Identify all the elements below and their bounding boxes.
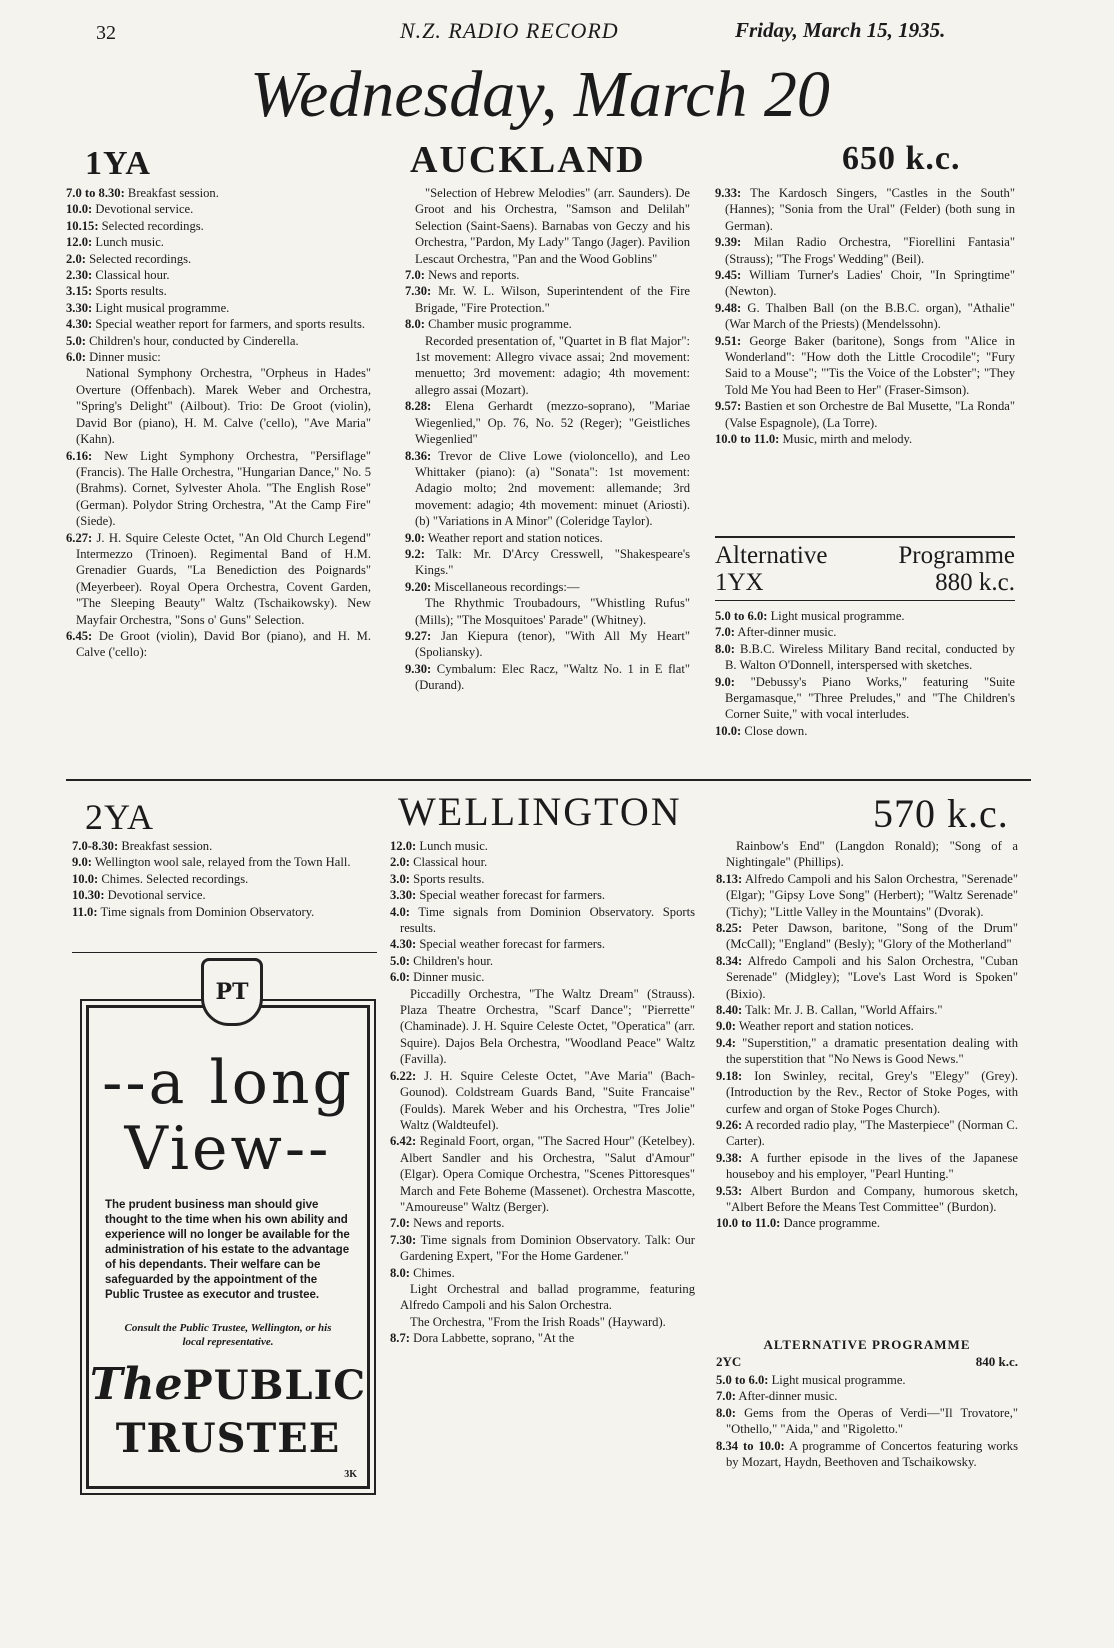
item-text: Close down. xyxy=(741,723,808,738)
station-1yx: 1YX xyxy=(715,569,764,596)
ad-brand-the: The xyxy=(89,1359,183,1410)
time-label: 8.28: xyxy=(405,399,432,414)
time-label: 7.30: xyxy=(405,284,432,299)
schedule-item xyxy=(390,1215,695,1231)
schedule-item xyxy=(405,316,690,332)
time-label: 6.45: xyxy=(66,628,93,643)
item-text: B.B.C. Wireless Military Band recital, conducted by B. Walton O'Donnell, interspersed with sketches. xyxy=(725,641,1015,673)
schedule-item xyxy=(66,448,371,530)
item-text: Music, mirth and melody. xyxy=(779,432,913,447)
schedule-item xyxy=(390,854,695,870)
alt-1yx-heading xyxy=(715,542,1015,596)
item-text: Reginald Foort, organ, "The Sacred Hour" (Ketelbey). Albert Sandler and his Orchestra, "Salut d'Amour" (Elgar). Opera Comique Orchestra, "Scenes Pittoresques" March and Fete Boheme (Massenet). Orchestra Mascotte, "Amoureuse" Waltz (Berger). xyxy=(400,1134,695,1214)
time-label: 9.26: xyxy=(716,1117,743,1132)
time-label: 5.0 to 6.0: xyxy=(716,1373,769,1387)
item-text: Milan Radio Orchestra, "Fiorellini Fantasia" (Strauss); "The Frogs' Wedding" (Beil). xyxy=(725,235,1015,266)
schedule-item xyxy=(405,185,690,267)
item-text: Alfredo Campoli and his Salon Orchestra, "Cuban Serenade" (Midgley); "Love's Last Word is Spoken" (Bixio). xyxy=(726,953,1018,1001)
time-label: 9.18: xyxy=(716,1068,743,1083)
schedule-item xyxy=(715,300,1015,333)
item-text: Rainbow's End" (Langdon Ronald); "Song of a Nightingale" (Phillips). xyxy=(726,839,1018,870)
schedule-item xyxy=(66,530,371,628)
schedule-item xyxy=(390,1133,695,1215)
schedule-item xyxy=(390,871,695,887)
item-text: Breakfast session. xyxy=(124,186,219,200)
alt-2yc-station-line xyxy=(716,1354,1018,1370)
time-label: 4.30: xyxy=(66,317,93,332)
time-label: 10.0: xyxy=(66,202,93,217)
monogram-shield-icon xyxy=(201,958,263,1026)
item-text: Sports results. xyxy=(92,284,167,299)
alt-2yc-heading: ALTERNATIVE PROGRAMME xyxy=(763,1337,971,1352)
schedule-item xyxy=(405,579,690,595)
time-label: 8.40: xyxy=(716,1003,743,1018)
item-text: Trevor de Clive Lowe (violoncello), and Leo Whittaker (piano): (a) "Sonata": 1st movement: Adagio molto; 2nd movement: allemande; 3rd movement: adagio; 4th movement: minuet (Ariosti). (b) "Variations in A Minor" (Coleridge Taylor). xyxy=(415,448,690,529)
schedule-item xyxy=(716,1002,1018,1018)
time-label: 8.36: xyxy=(405,448,432,463)
time-label: 6.0: xyxy=(390,970,410,985)
schedule-item xyxy=(390,1232,695,1265)
time-label: 11.0: xyxy=(72,904,98,919)
time-label: 6.0: xyxy=(66,350,86,365)
item-text: Mr. W. L. Wilson, Superintendent of the Fire Brigade, "Fire Protection." xyxy=(415,284,690,315)
time-label: 8.0: xyxy=(716,1405,736,1420)
schedule-item xyxy=(716,871,1018,920)
time-label: 10.0: xyxy=(715,723,742,738)
item-text: After-dinner music. xyxy=(735,1389,838,1404)
schedule-item xyxy=(66,349,371,365)
schedule-2ya-col2 xyxy=(390,838,695,1347)
schedule-item xyxy=(390,838,695,854)
schedule-item xyxy=(405,398,690,447)
item-text: Dinner music. xyxy=(409,970,485,985)
time-label: 8.0: xyxy=(405,317,425,332)
programme-label: Programme xyxy=(898,542,1015,569)
item-text: Lunch music. xyxy=(416,839,488,853)
item-text: Weather report and station notices. xyxy=(735,1019,914,1034)
item-text: Miscellaneous recordings:— xyxy=(431,579,580,594)
time-label: 5.0 to 6.0: xyxy=(715,609,768,623)
divider xyxy=(715,536,1015,538)
item-text: A programme of Concertos featuring works by Mozart, Haydn, Beethoven and Tschaikowsky. xyxy=(726,1438,1018,1470)
city-wellington: WELLINGTON xyxy=(398,789,682,834)
freq-1yx: 880 k.c. xyxy=(935,569,1015,596)
time-label: 12.0: xyxy=(66,235,93,250)
schedule-item xyxy=(66,333,371,349)
public-trustee-ad xyxy=(86,979,370,1489)
item-text: Peter Dawson, baritone, "Song of the Drum" (McCall); "England" (Besly); "Glory of the Motherland" xyxy=(726,921,1018,952)
schedule-item xyxy=(66,628,371,661)
item-text: William Turner's Ladies' Choir, "In Springtime" (Newton). xyxy=(725,268,1015,299)
schedule-item xyxy=(716,1183,1018,1216)
schedule-item xyxy=(72,871,372,887)
item-text: Recorded presentation of, "Quartet in B flat Major": 1st movement: Allegro vivace assai; 2nd movement: menuetto; 3rd movement: adagio; 4th movement: allegro assai (Mozart). xyxy=(415,333,690,397)
time-label: 7.0: xyxy=(405,268,425,283)
time-label: 9.0: xyxy=(715,674,735,689)
ad-brand xyxy=(89,1359,367,1417)
schedule-item xyxy=(405,283,690,316)
item-text: Special weather forecast for farmers. xyxy=(416,937,606,952)
time-label: 10.0 to 11.0: xyxy=(716,1216,781,1231)
schedule-item xyxy=(72,887,372,903)
item-text: Time signals from Dominion Observatory. Sports results. xyxy=(400,904,695,936)
time-label: 6.22: xyxy=(390,1068,417,1083)
item-text: "Selection of Hebrew Melodies" (arr. Saunders). De Groot and his Orchestra, "Samson and Delilah" Selection (Saint-Saens). Barnabas von Geczy and his Orchestra, "Pardon, My Lady" Tango (Jager). Pavilion Lescaut Orchestra, "Pan and the Wood Goblins" xyxy=(415,186,690,266)
time-label: 6.16: xyxy=(66,448,93,463)
time-label: 6.27: xyxy=(66,530,93,545)
item-text: George Baker (baritone), Songs from "Alice in Wonderland": "How doth the Little Crocodile"; "Fury Said to a Mouse"; "'Tis the Voice of the Lobster"; "They Told Me You had Been to Her" (Fraser-Simson). xyxy=(725,333,1015,397)
item-text: Albert Burdon and Company, humorous sketch, "Albert Before the Means Test Committee" (Burdon). xyxy=(726,1183,1018,1214)
time-label: 10.15: xyxy=(66,218,99,233)
schedule-item xyxy=(390,904,695,937)
schedule-item xyxy=(390,1314,695,1330)
schedule-item xyxy=(66,201,371,217)
time-label: 9.30: xyxy=(405,661,432,676)
schedule-item xyxy=(716,1438,1018,1471)
schedule-item xyxy=(716,1068,1018,1117)
item-text: J. H. Squire Celeste Octet, "Ave Maria" (Bach-Gounod). Coldstream Guards Band, "Suite Francaise" (Foulds). Marek Weber and his Orchestra, "Tres Jolie" Waltz (Waldteufel). xyxy=(400,1068,695,1132)
time-label: 9.53: xyxy=(716,1183,743,1198)
ad-brand-trustee: TRUSTEE xyxy=(115,1415,341,1462)
item-text: Light musical programme. xyxy=(768,1373,906,1387)
schedule-item xyxy=(715,267,1015,300)
ad-code: 3K xyxy=(344,1469,357,1480)
ad-headline-1: --a long xyxy=(102,1048,354,1118)
item-text: Selected recordings. xyxy=(85,251,192,266)
time-label: 9.0: xyxy=(716,1019,736,1034)
item-text: Talk: Mr. J. B. Callan, "World Affairs." xyxy=(742,1003,943,1018)
time-label: 9.45: xyxy=(715,268,742,283)
time-label: 10.0: xyxy=(72,871,99,886)
time-label: 7.0 to 8.30: xyxy=(66,186,125,200)
schedule-item xyxy=(66,267,371,283)
item-text: Light Orchestral and ballad programme, featuring Alfredo Campoli and his Salon Orchestra. xyxy=(400,1281,695,1313)
item-text: Lunch music. xyxy=(92,235,164,250)
item-text: News and reports. xyxy=(409,1216,505,1231)
schedule-item xyxy=(715,234,1015,267)
time-label: 10.30: xyxy=(72,888,105,903)
item-text: Breakfast session. xyxy=(118,839,213,853)
item-text: Alfredo Campoli and his Salon Orchestra, "Serenade" (Elgar); "Gipsy Love Song" (Herbert); "Waltz Serenade" (Tichy); "Little Valley in the Mountains" (Dvorak). xyxy=(726,871,1018,919)
schedule-2yc xyxy=(716,1372,1018,1470)
time-label: 3.30: xyxy=(66,300,93,315)
divider xyxy=(72,952,377,953)
section-divider xyxy=(66,779,1031,781)
schedule-item xyxy=(716,920,1018,953)
schedule-item xyxy=(716,1388,1018,1404)
time-label: 8.0: xyxy=(715,641,735,656)
page-number: 32 xyxy=(96,22,116,44)
city-auckland: AUCKLAND xyxy=(410,139,646,181)
item-text: Time signals from Dominion Observatory. Talk: Our Gardening Expert, "For the Home Gardener." xyxy=(400,1232,695,1264)
time-label: 3.15: xyxy=(66,284,93,299)
time-label: 9.4: xyxy=(716,1035,736,1050)
time-label: 12.0: xyxy=(390,839,417,853)
item-text: Devotional service. xyxy=(104,888,206,903)
item-text: Chamber music programme. xyxy=(424,317,572,332)
item-text: J. H. Squire Celeste Octet, "An Old Church Legend" Intermezzo (Trinoen). Regimental Band of H.M. Grenadier Guards, "La Benediction des Poignards" (Meyerbeer). Royal Opera Orchestra, Covent Garden, "The Sleeping Beauty" Waltz (Tschaikowsky). New Mayfair Orchestra, "Sons o' Guns" Selection. xyxy=(76,530,371,627)
schedule-item xyxy=(716,1405,1018,1438)
item-text: Special weather report for farmers, and sports results. xyxy=(92,317,366,332)
time-label: 7.30: xyxy=(390,1232,417,1247)
schedule-item xyxy=(390,1281,695,1314)
item-text: Chimes. xyxy=(409,1265,455,1280)
item-text: After-dinner music. xyxy=(734,625,837,640)
monogram-text: PT xyxy=(215,979,249,1005)
time-label: 3.30: xyxy=(390,888,417,903)
schedule-item xyxy=(715,608,1015,624)
time-label: 8.0: xyxy=(390,1265,410,1280)
ad-consult: Consult the Public Trustee, Wellington, or his local representative. xyxy=(124,1322,332,1348)
item-text: New Light Symphony Orchestra, "Persiflage" (Francis). The Halle Orchestra, "Hungarian Dance," No. 5 (Brahms). Cornet, Sylvester Ahola. "The English Rose" (German). Polydor String Orchestra, "At the Camp Fire" (Siede). xyxy=(76,448,371,529)
schedule-item xyxy=(715,674,1015,723)
time-label: 5.0: xyxy=(66,333,86,348)
time-label: 9.57: xyxy=(715,399,742,414)
item-text: "Superstition," a dramatic presentation dealing with the superstition that "No News is Good News." xyxy=(726,1035,1018,1067)
item-text: A further episode in the lives of the Japanese houseboy and his employer, "Pearl Hunting." xyxy=(726,1150,1018,1182)
schedule-item xyxy=(405,333,690,399)
alt-label: Alternative xyxy=(715,542,828,569)
time-label: 9.51: xyxy=(715,333,742,348)
time-label: 6.42: xyxy=(390,1134,417,1149)
schedule-item xyxy=(405,628,690,661)
item-text: Classical hour. xyxy=(409,855,488,870)
schedule-item xyxy=(716,1117,1018,1150)
schedule-item xyxy=(66,316,371,332)
ad-body: The prudent business man should give thought to the time when his own ability and experience will no longer be available for the administration of his estate to the advantage of his dependants. Their welfare can be safeguarded by the appointment of the Public Trustee as executor and trustee. xyxy=(105,1199,350,1301)
schedule-item xyxy=(716,1150,1018,1183)
item-text: Light musical programme. xyxy=(767,609,905,623)
station-1ya: 1YA xyxy=(85,145,151,182)
schedule-item xyxy=(66,365,371,447)
day-heading: Wednesday, March 20 xyxy=(250,58,830,131)
time-label: 4.30: xyxy=(390,937,417,952)
time-label: 9.20: xyxy=(405,579,432,594)
time-label: 8.7: xyxy=(390,1331,410,1346)
item-text: Weather report and station notices. xyxy=(424,530,603,545)
item-text: Sports results. xyxy=(409,871,485,886)
schedule-item xyxy=(72,854,372,870)
schedule-1ya-col3 xyxy=(715,185,1015,448)
time-label: 8.25: xyxy=(716,921,743,936)
schedule-item xyxy=(72,838,372,854)
item-text: Cymbalum: Elec Racz, "Waltz No. 1 in E flat" (Durand). xyxy=(415,661,690,693)
schedule-item xyxy=(716,1035,1018,1068)
time-label: 7.0: xyxy=(715,625,735,640)
item-text: Classical hour. xyxy=(92,268,170,283)
item-text: Selected recordings. xyxy=(98,218,204,233)
time-label: 9.0: xyxy=(405,530,425,545)
schedule-item xyxy=(390,969,695,985)
time-label: 9.0: xyxy=(72,855,92,870)
item-text: A recorded radio play, "The Masterpiece" (Norman C. Carter). xyxy=(726,1117,1018,1149)
schedule-item xyxy=(390,1068,695,1134)
schedule-item xyxy=(715,723,1015,739)
item-text: Jan Kiepura (tenor), "With All My Heart" (Spoliansky). xyxy=(415,628,690,660)
freq-2yc: 840 k.c. xyxy=(975,1354,1018,1369)
schedule-item xyxy=(716,1215,1018,1231)
schedule-item xyxy=(715,624,1015,640)
schedule-2ya-col1 xyxy=(72,838,372,920)
schedule-item xyxy=(390,953,695,969)
item-text: Dora Labbette, soprano, "At the xyxy=(409,1331,575,1346)
schedule-item xyxy=(390,936,695,952)
schedule-item xyxy=(715,398,1015,431)
schedule-1yx xyxy=(715,608,1015,739)
schedule-item xyxy=(405,267,690,283)
schedule-item xyxy=(716,838,1018,871)
time-label: 9.48: xyxy=(715,300,742,315)
item-text: Bastien et son Orchestre de Bal Musette, "La Ronda" (Valse Espagnole), (La Torre). xyxy=(725,399,1015,430)
schedule-item xyxy=(66,300,371,316)
time-label: 2.0: xyxy=(66,251,86,266)
item-text: The Rhythmic Troubadours, "Whistling Rufus" (Mills); "The Mosquitoes' Parade" (Whitney). xyxy=(415,596,690,627)
time-label: 5.0: xyxy=(390,953,410,968)
schedule-item xyxy=(715,641,1015,674)
item-text: National Symphony Orchestra, "Orpheus in Hades" Overture (Offenbach). Marek Weber and Orchestra, "Spring's Delight" (Ailbout). Trio: De Groot (violin), David Bor (piano), H. M. Calve ('cello), "Ave Maria" (Kahn). xyxy=(76,366,371,447)
schedule-item xyxy=(405,661,690,694)
schedule-item xyxy=(716,1018,1018,1034)
schedule-2ya-col3 xyxy=(716,838,1018,1232)
ad-brand-public: PUBLIC xyxy=(182,1362,367,1409)
station-2ya: 2YA xyxy=(85,797,155,837)
freq-1ya: 650 k.c. xyxy=(842,140,961,177)
item-text: Devotional service. xyxy=(92,202,194,217)
schedule-item xyxy=(405,448,690,530)
time-label: 9.2: xyxy=(405,546,425,561)
schedule-item xyxy=(715,185,1015,234)
time-label: 10.0 to 11.0: xyxy=(715,432,780,447)
publication-title: N.Z. RADIO RECORD xyxy=(400,18,619,43)
item-text: Elena Gerhardt (mezzo-soprano), "Mariae Wiegenlied," Op. 76, No. 52 (Reger); "Geistliches Wiegenlied" xyxy=(415,399,690,447)
schedule-item xyxy=(716,1372,1018,1388)
schedule-item xyxy=(405,546,690,579)
time-label: 8.34 to 10.0: xyxy=(716,1438,785,1453)
schedule-item xyxy=(715,333,1015,399)
time-label: 8.34: xyxy=(716,953,743,968)
item-text: News and reports. xyxy=(424,268,520,283)
time-label: 7.0: xyxy=(390,1216,410,1231)
item-text: Wellington wool sale, relayed from the Town Hall. xyxy=(91,855,351,870)
freq-2ya: 570 k.c. xyxy=(873,791,1009,836)
schedule-item xyxy=(66,234,371,250)
divider xyxy=(715,600,1015,601)
schedule-item xyxy=(66,283,371,299)
time-label: 7.0-8.30: xyxy=(72,839,119,853)
item-text: Chimes. Selected recordings. xyxy=(98,871,249,886)
item-text: Dance programme. xyxy=(780,1216,881,1231)
time-label: 9.33: xyxy=(715,186,742,200)
item-text: Special weather forecast for farmers. xyxy=(416,888,606,903)
item-text: The Orchestra, "From the Irish Roads" (Hayward). xyxy=(410,1314,666,1329)
item-text: Dinner music: xyxy=(85,350,161,365)
time-label: 9.39: xyxy=(715,235,742,250)
time-label: 2.30: xyxy=(66,268,93,283)
schedule-item xyxy=(390,887,695,903)
item-text: "Debussy's Piano Works," featuring "Suite Bergamasque," "Three Preludes," and "The Children's Corner Suite," with vocal interludes. xyxy=(725,674,1015,722)
schedule-1ya-col1 xyxy=(66,185,371,661)
schedule-item xyxy=(66,218,371,234)
station-2yc: 2YC xyxy=(716,1354,742,1369)
schedule-item xyxy=(715,431,1015,447)
time-label: 3.0: xyxy=(390,871,410,886)
schedule-item xyxy=(716,953,1018,1002)
item-text: Children's hour. xyxy=(409,953,494,968)
time-label: 7.0: xyxy=(716,1389,736,1404)
time-label: 4.0: xyxy=(390,904,410,919)
schedule-item xyxy=(66,251,371,267)
schedule-item xyxy=(405,530,690,546)
item-text: Children's hour, conducted by Cinderella. xyxy=(85,333,299,348)
schedule-item xyxy=(390,1330,695,1346)
schedule-item xyxy=(390,986,695,1068)
item-text: Gems from the Operas of Verdi—"Il Trovatore," "Othello," "Aida," and "Rigoletto." xyxy=(726,1405,1018,1437)
item-text: De Groot (violin), David Bor (piano), and H. M. Calve ('cello): xyxy=(76,628,371,660)
schedule-item xyxy=(390,1265,695,1281)
item-text: Ion Swinley, recital, Grey's "Elegy" (Grey). (Introduction by the Rev., Rector of Stoke Poges, with curfew and organ of Stoke Poges Church). xyxy=(726,1068,1018,1116)
item-text: G. Thalben Ball (on the B.B.C. organ), "Athalie" (War March of the Priests) (Mendelssohn). xyxy=(725,300,1015,332)
item-text: Piccadilly Orchestra, "The Waltz Dream" (Strauss). Plaza Theatre Orchestra, "Scarf Dance"; "Pierrette" (Chaminade). J. H. Squire Celeste Octet, "Operatica" (arr. Squire). Dajos Bela Orchestra, "Woodland Peace" Waltz (Favilla). xyxy=(400,986,695,1067)
schedule-1ya-col2 xyxy=(405,185,690,694)
item-text: The Kardosch Singers, "Castles in the South" (Hannes); "Sonia from the Ural" (Felder) (both sung in German). xyxy=(725,186,1015,233)
item-text: Time signals from Dominion Observatory. xyxy=(97,904,315,919)
issue-date: Friday, March 15, 1935. xyxy=(735,18,946,42)
schedule-item xyxy=(72,904,372,920)
schedule-item xyxy=(66,185,371,201)
ad-headline-2: View-- xyxy=(124,1114,332,1184)
time-label: 9.27: xyxy=(405,628,432,643)
time-label: 9.38: xyxy=(716,1150,743,1165)
item-text: Talk: Mr. D'Arcy Cresswell, "Shakespeare's Kings." xyxy=(415,546,690,578)
time-label: 8.13: xyxy=(716,871,743,886)
schedule-item xyxy=(405,595,690,628)
time-label: 2.0: xyxy=(390,855,410,870)
item-text: Light musical programme. xyxy=(92,300,230,315)
